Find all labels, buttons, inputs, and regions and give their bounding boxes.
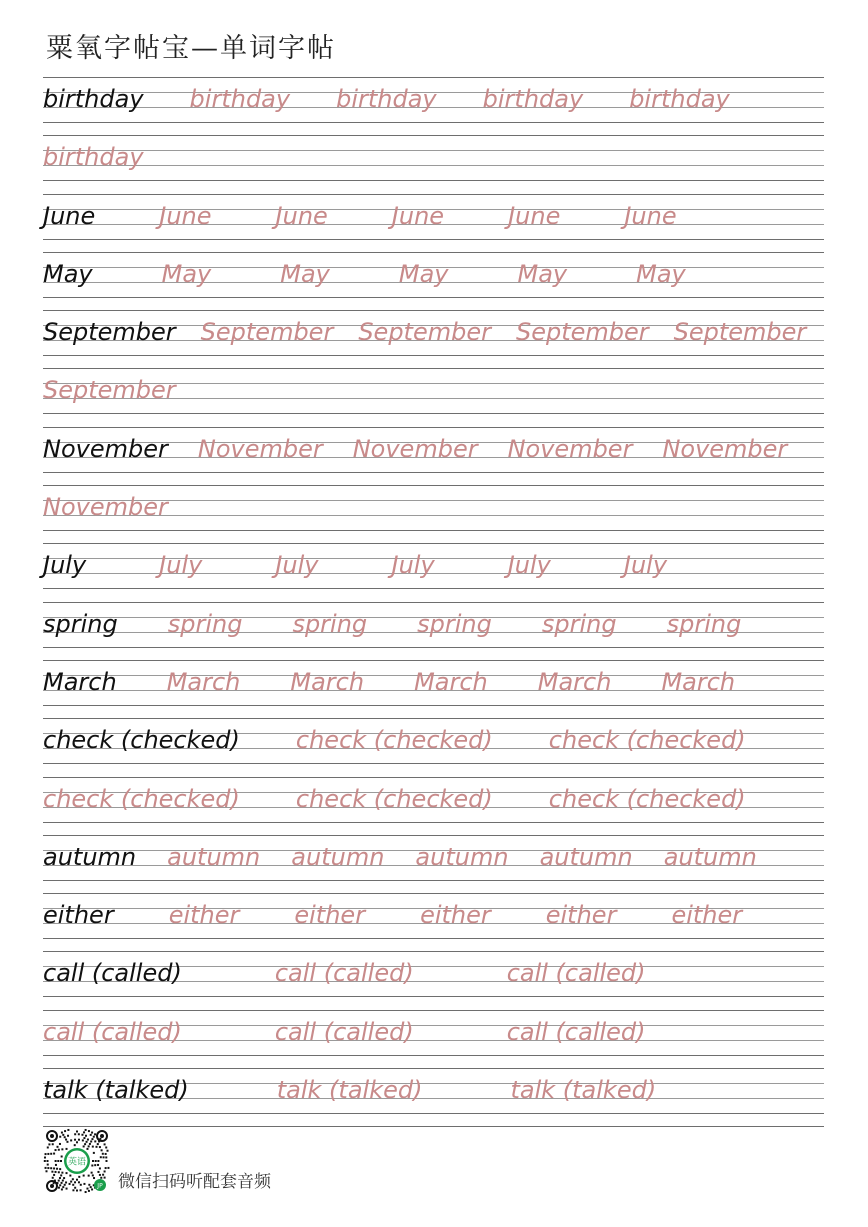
trace-word: November	[507, 434, 633, 463]
guide-line	[43, 239, 824, 240]
trace-word: July	[623, 551, 668, 580]
qr-finder-center	[50, 1134, 54, 1138]
trace-word: September	[515, 318, 649, 347]
trace-word: March	[414, 667, 488, 696]
qr-dot	[78, 1133, 80, 1135]
trace-word: March	[661, 667, 736, 696]
qr-dot	[83, 1137, 85, 1139]
qr-dot	[61, 1148, 63, 1150]
qr-dot	[85, 1129, 87, 1131]
qr-dot	[78, 1181, 80, 1183]
trace-word: autumn	[539, 842, 633, 871]
trace-word: spring	[167, 609, 243, 638]
qr-dot	[58, 1187, 60, 1189]
qr-dot	[104, 1177, 106, 1179]
qr-dot	[102, 1153, 104, 1155]
qr-dot	[47, 1146, 49, 1148]
trace-word: June	[159, 201, 212, 230]
qr-dot	[104, 1143, 106, 1145]
qr-dot	[76, 1179, 78, 1181]
qr-dot	[91, 1132, 93, 1134]
trace-word: May	[398, 259, 449, 288]
practice-row	[43, 368, 824, 426]
model-word: talk (talked)	[43, 1076, 189, 1105]
qr-dot	[55, 1149, 57, 1151]
qr-dot	[70, 1181, 72, 1183]
qr-dot	[47, 1164, 49, 1166]
qr-dot	[45, 1153, 47, 1155]
qr-dot	[55, 1171, 57, 1173]
qr-dot	[62, 1186, 64, 1188]
guide-line	[43, 297, 824, 298]
qr-dot	[76, 1131, 78, 1133]
trace-word: talk (talked)	[276, 1076, 423, 1105]
trace-word: check (checked)	[548, 784, 746, 813]
page-title: 粟氧字帖宝—单词字帖	[46, 33, 336, 64]
qr-dot	[103, 1156, 105, 1158]
practice-row	[43, 310, 824, 368]
practice-row	[43, 951, 824, 1009]
qr-dot	[74, 1187, 76, 1189]
trace-word: either	[294, 901, 366, 930]
trace-word: check (checked)	[548, 726, 746, 755]
trace-word: spring	[292, 609, 368, 638]
qr-dot	[86, 1141, 88, 1143]
practice-row	[43, 1068, 824, 1126]
qr-dot	[70, 1139, 72, 1141]
qr-dot	[60, 1174, 62, 1176]
model-word: November	[43, 434, 168, 463]
qr-dot	[45, 1167, 47, 1169]
qr-dot	[105, 1153, 107, 1155]
guide-line	[43, 951, 824, 952]
qr-dot	[91, 1165, 93, 1167]
qr-dot	[61, 1182, 63, 1184]
qr-dot	[47, 1167, 49, 1169]
qr-code[interactable]	[42, 1126, 112, 1196]
qr-dot	[94, 1164, 96, 1166]
qr-dot	[62, 1134, 64, 1136]
qr-dot	[78, 1139, 80, 1141]
practice-row	[43, 1010, 824, 1068]
trace-word: June	[624, 201, 677, 230]
trace-word: talk (talked)	[510, 1076, 657, 1105]
qr-dot	[88, 1184, 90, 1186]
model-word: spring	[43, 609, 118, 638]
guide-line	[43, 822, 824, 823]
qr-dot	[97, 1171, 99, 1173]
qr-dot	[105, 1146, 107, 1148]
guide-line	[43, 1068, 824, 1069]
guide-line	[43, 413, 824, 414]
qr-dot	[66, 1148, 68, 1150]
qr-small-badge-label: JP	[97, 1182, 103, 1190]
qr-dot	[97, 1164, 99, 1166]
guide-line	[43, 180, 824, 181]
qr-dot	[53, 1167, 55, 1169]
guide-line	[43, 165, 824, 166]
practice-row	[43, 602, 824, 660]
guide-line	[43, 718, 824, 719]
qr-dot	[53, 1153, 55, 1155]
model-word: birthday	[43, 85, 144, 113]
qr-dot	[107, 1150, 109, 1152]
guide-line	[43, 602, 824, 603]
qr-dot	[65, 1139, 67, 1141]
qr-dot	[48, 1143, 50, 1145]
trace-word: July	[275, 551, 319, 580]
trace-word: May	[636, 259, 686, 288]
qr-dot	[107, 1167, 109, 1169]
guide-line	[43, 543, 824, 544]
trace-word: September	[200, 318, 334, 347]
guide-line	[43, 938, 824, 939]
guide-line	[43, 1010, 824, 1011]
qr-dot	[60, 1160, 62, 1162]
qr-dot	[74, 1144, 76, 1146]
trace-word: May	[161, 259, 212, 288]
guide-line	[43, 893, 824, 894]
trace-word: March	[166, 667, 241, 696]
qr-dot	[62, 1180, 64, 1182]
guide-line	[43, 1113, 824, 1114]
qr-dot	[99, 1167, 101, 1169]
qr-dot	[58, 1171, 60, 1173]
trace-word: spring	[541, 609, 617, 638]
qr-dot	[90, 1186, 92, 1188]
qr-dot	[100, 1177, 102, 1179]
qr-dot	[87, 1139, 89, 1141]
model-word: March	[43, 667, 117, 696]
practice-row	[43, 893, 824, 951]
qr-dot	[80, 1189, 82, 1191]
trace-word: birthday	[43, 143, 144, 172]
qr-dot	[50, 1167, 52, 1169]
qr-finder-center	[100, 1134, 104, 1138]
qr-dot	[95, 1160, 97, 1162]
trace-word: check (checked)	[295, 726, 493, 755]
qr-dot	[90, 1141, 92, 1143]
trace-word: March	[290, 667, 365, 696]
qr-dot	[72, 1189, 74, 1191]
qr-dot	[72, 1178, 74, 1180]
qr-dot	[58, 1180, 60, 1182]
qr-dot	[92, 1160, 94, 1162]
qr-finder-center	[50, 1184, 54, 1188]
qr-dot	[59, 1168, 61, 1170]
qr-dot	[65, 1181, 67, 1183]
trace-word: November	[197, 434, 323, 463]
practice-row	[43, 777, 824, 835]
qr-dot	[102, 1174, 104, 1176]
trace-word: birthday	[482, 85, 584, 113]
qr-dot	[64, 1184, 66, 1186]
qr-dot	[93, 1177, 95, 1179]
qr-dot	[97, 1143, 99, 1145]
qr-dot	[51, 1171, 53, 1173]
model-word: September	[43, 318, 176, 347]
qr-dot	[57, 1160, 59, 1162]
qr-dot	[74, 1139, 76, 1141]
guide-line	[43, 705, 824, 706]
qr-dot	[90, 1134, 92, 1136]
guide-line	[43, 150, 824, 151]
trace-word: call (called)	[506, 959, 646, 988]
qr-dot	[66, 1141, 68, 1143]
qr-dot	[45, 1170, 47, 1172]
qr-dot	[92, 1146, 94, 1148]
trace-word: November	[352, 434, 478, 463]
qr-dot	[83, 1145, 85, 1147]
trace-word: May	[280, 259, 330, 288]
guide-line	[43, 472, 824, 473]
guide-line	[43, 485, 824, 486]
footer-instruction: 微信扫码听配套音频	[118, 1172, 271, 1192]
guide-line	[43, 777, 824, 778]
qr-dot	[61, 1132, 63, 1134]
practice-row	[43, 485, 824, 543]
footer	[42, 1126, 271, 1196]
qr-dot	[74, 1133, 76, 1135]
qr-dot	[97, 1160, 99, 1162]
qr-dot	[59, 1143, 61, 1145]
qr-dot	[64, 1136, 66, 1138]
qr-dot	[85, 1191, 87, 1193]
guide-line	[43, 122, 824, 123]
trace-word: either	[545, 901, 617, 930]
trace-word: July	[507, 551, 551, 580]
copybook-sheet	[43, 77, 824, 1126]
guide-line	[43, 647, 824, 648]
trace-word: autumn	[167, 842, 261, 871]
qr-badge-label: 英语	[67, 1157, 87, 1168]
guide-line	[43, 135, 824, 136]
qr-dot	[44, 1160, 46, 1162]
qr-dot	[91, 1172, 93, 1174]
qr-dot	[101, 1149, 103, 1151]
guide-line	[43, 194, 824, 195]
model-word: check (checked)	[43, 726, 240, 755]
qr-dot	[66, 1172, 68, 1174]
model-word: June	[43, 201, 96, 230]
practice-row	[43, 252, 824, 310]
guide-line	[43, 530, 824, 531]
qr-dot	[58, 1149, 60, 1151]
qr-dot	[47, 1160, 49, 1162]
qr-dot	[83, 1131, 85, 1133]
practice-row	[43, 543, 824, 601]
qr-dot	[83, 1183, 85, 1185]
guide-line	[43, 588, 824, 589]
guide-line	[43, 835, 824, 836]
trace-word: spring	[417, 609, 492, 638]
qr-dot	[67, 1135, 69, 1137]
guide-line	[43, 763, 824, 764]
practice-row	[43, 77, 824, 135]
qr-dot	[52, 1143, 54, 1145]
qr-dot	[100, 1156, 102, 1158]
qr-dot	[57, 1146, 59, 1148]
trace-word: November	[43, 493, 168, 522]
qr-dot	[105, 1156, 107, 1158]
qr-dot	[76, 1141, 78, 1143]
model-word: autumn	[43, 842, 137, 871]
trace-word: June	[508, 201, 561, 230]
qr-dot	[55, 1160, 57, 1162]
qr-dot	[85, 1135, 87, 1137]
guide-line	[43, 355, 824, 356]
trace-word: autumn	[663, 842, 757, 871]
qr-dot	[91, 1188, 93, 1190]
qr-dot	[47, 1153, 49, 1155]
qr-dot	[86, 1188, 88, 1190]
qr-dot	[105, 1167, 107, 1169]
qr-dot	[61, 1188, 63, 1190]
practice-row	[43, 718, 824, 776]
qr-dot	[61, 1172, 63, 1174]
model-word: May	[43, 259, 93, 288]
qr-dot	[96, 1146, 98, 1148]
trace-word: birthday	[629, 85, 730, 113]
qr-dot	[81, 1134, 83, 1136]
practice-row	[43, 835, 824, 893]
guide-line	[43, 310, 824, 311]
trace-word: check (checked)	[295, 784, 493, 813]
qr-dot	[93, 1152, 95, 1154]
qr-dot	[52, 1177, 54, 1179]
guide-line	[43, 77, 824, 78]
qr-dot	[88, 1175, 90, 1177]
qr-dot	[94, 1133, 96, 1135]
trace-word: spring	[666, 609, 742, 638]
trace-word: birthday	[336, 85, 437, 113]
qr-dot	[59, 1184, 61, 1186]
qr-dot	[63, 1177, 65, 1179]
trace-word: June	[391, 201, 445, 230]
qr-dot	[82, 1139, 84, 1141]
qr-dot	[99, 1146, 101, 1148]
trace-word: call (called)	[506, 1017, 646, 1046]
qr-dot	[80, 1184, 82, 1186]
guide-line	[43, 368, 824, 369]
trace-word: September	[358, 318, 491, 347]
qr-dot	[44, 1157, 46, 1159]
guide-line	[43, 1055, 824, 1056]
qr-dot	[91, 1138, 93, 1140]
model-word: either	[43, 901, 114, 930]
practice-row	[43, 194, 824, 252]
qr-dot	[66, 1188, 68, 1190]
qr-dot	[74, 1181, 76, 1183]
qr-dot	[84, 1143, 86, 1145]
qr-dot	[89, 1143, 91, 1145]
trace-word: either	[671, 901, 743, 930]
qr-dot	[88, 1145, 90, 1147]
qr-dot	[50, 1153, 52, 1155]
qr-dot	[61, 1155, 63, 1157]
trace-word: autumn	[415, 842, 509, 871]
qr-dot	[106, 1160, 108, 1162]
trace-word: call (called)	[43, 1017, 182, 1046]
trace-word: September	[673, 318, 807, 347]
practice-row	[43, 660, 824, 718]
qr-dot	[104, 1170, 106, 1172]
qr-dot	[59, 1177, 61, 1179]
qr-dot	[92, 1174, 94, 1176]
qr-dot	[94, 1140, 96, 1142]
qr-dot	[53, 1174, 55, 1176]
trace-word: March	[537, 667, 612, 696]
trace-word: May	[517, 259, 568, 288]
model-word: July	[43, 551, 87, 580]
qr-dot	[67, 1129, 69, 1131]
guide-line	[43, 660, 824, 661]
qr-dot	[78, 1176, 80, 1178]
trace-word: autumn	[291, 842, 385, 871]
trace-word: July	[391, 551, 435, 580]
trace-word: check (checked)	[43, 784, 240, 813]
qr-dot	[55, 1164, 57, 1166]
trace-word: call (called)	[274, 959, 414, 988]
trace-word: birthday	[189, 85, 291, 113]
trace-word: call (called)	[274, 1017, 414, 1046]
qr-dot	[99, 1174, 101, 1176]
qr-dot	[86, 1148, 88, 1150]
qr-dot	[69, 1175, 71, 1177]
trace-word: June	[275, 201, 328, 230]
trace-word: September	[43, 376, 176, 405]
qr-dot	[88, 1190, 90, 1192]
trace-word: either	[420, 901, 491, 930]
guide-line	[43, 880, 824, 881]
qr-dot	[56, 1168, 58, 1170]
trace-word: either	[168, 901, 240, 930]
qr-dot	[88, 1130, 90, 1132]
guide-line	[43, 252, 824, 253]
qr-dot	[83, 1175, 85, 1177]
qr-dot	[69, 1183, 71, 1185]
trace-word: July	[159, 551, 203, 580]
trace-word: November	[662, 434, 788, 463]
guide-line	[43, 996, 824, 997]
qr-dot	[76, 1190, 78, 1192]
practice-row	[43, 135, 824, 193]
qr-dot	[64, 1130, 66, 1132]
model-word: call (called)	[43, 959, 182, 988]
qr-dot	[59, 1136, 61, 1138]
qr-dot	[72, 1184, 74, 1186]
guide-line	[43, 427, 824, 428]
qr-dot	[93, 1136, 95, 1138]
qr-code-pattern	[42, 1126, 112, 1196]
practice-row	[43, 427, 824, 485]
